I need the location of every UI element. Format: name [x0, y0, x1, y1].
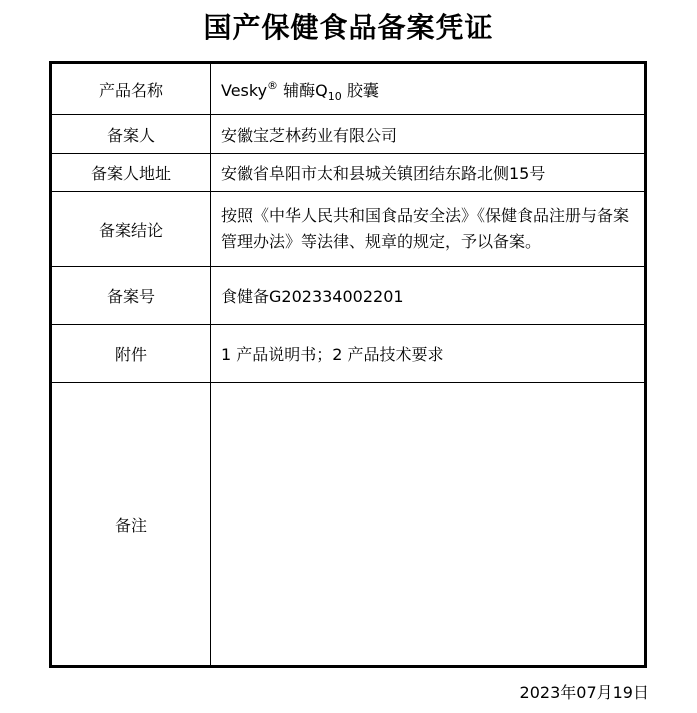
- attachments-label: 附件: [51, 325, 211, 383]
- table-row-record-number: [51, 267, 646, 325]
- attachments-value: 1 产品说明书；2 产品技术要求: [211, 325, 646, 383]
- product-name-prefix: 辅酶Q: [283, 80, 328, 100]
- registrant-value: 安徽宝芝林药业有限公司: [211, 115, 646, 154]
- address-label: 备案人地址: [51, 154, 211, 192]
- table-row-remarks: [51, 383, 646, 667]
- record-number-value: 食健备G202334002201: [211, 267, 646, 325]
- registrant-label: 备案人: [51, 115, 211, 154]
- table-row-conclusion: [51, 192, 646, 267]
- table-row-registrant: [51, 115, 646, 154]
- conclusion-value: 按照《中华人民共和国食品安全法》《保健食品注册与备案管理办法》等法律、规章的规定，予以备案。: [211, 192, 646, 267]
- table-row-attachments: [51, 325, 646, 383]
- table-row-address: [51, 154, 646, 192]
- filing-record-table: [49, 61, 647, 668]
- product-name-subscript: 10: [327, 89, 342, 103]
- record-number-label: 备案号: [51, 267, 211, 325]
- product-name-value: [211, 63, 646, 115]
- product-name-suffix: 胶囊: [346, 80, 379, 100]
- page-title: 国产保健食品备案凭证: [203, 11, 494, 44]
- table-row-product-name: [51, 63, 646, 115]
- remarks-label: 备注: [51, 383, 211, 667]
- address-value: 安徽省阜阳市太和县城关镇团结东路北侧15号: [211, 154, 646, 192]
- product-name-label: 产品名称: [51, 63, 211, 115]
- issue-date: 2023年07月19日: [519, 683, 649, 702]
- conclusion-label: 备案结论: [51, 192, 211, 267]
- remarks-value: [211, 383, 646, 667]
- registered-trademark-mark: ®: [267, 78, 279, 92]
- product-brand: Vesky: [221, 80, 268, 100]
